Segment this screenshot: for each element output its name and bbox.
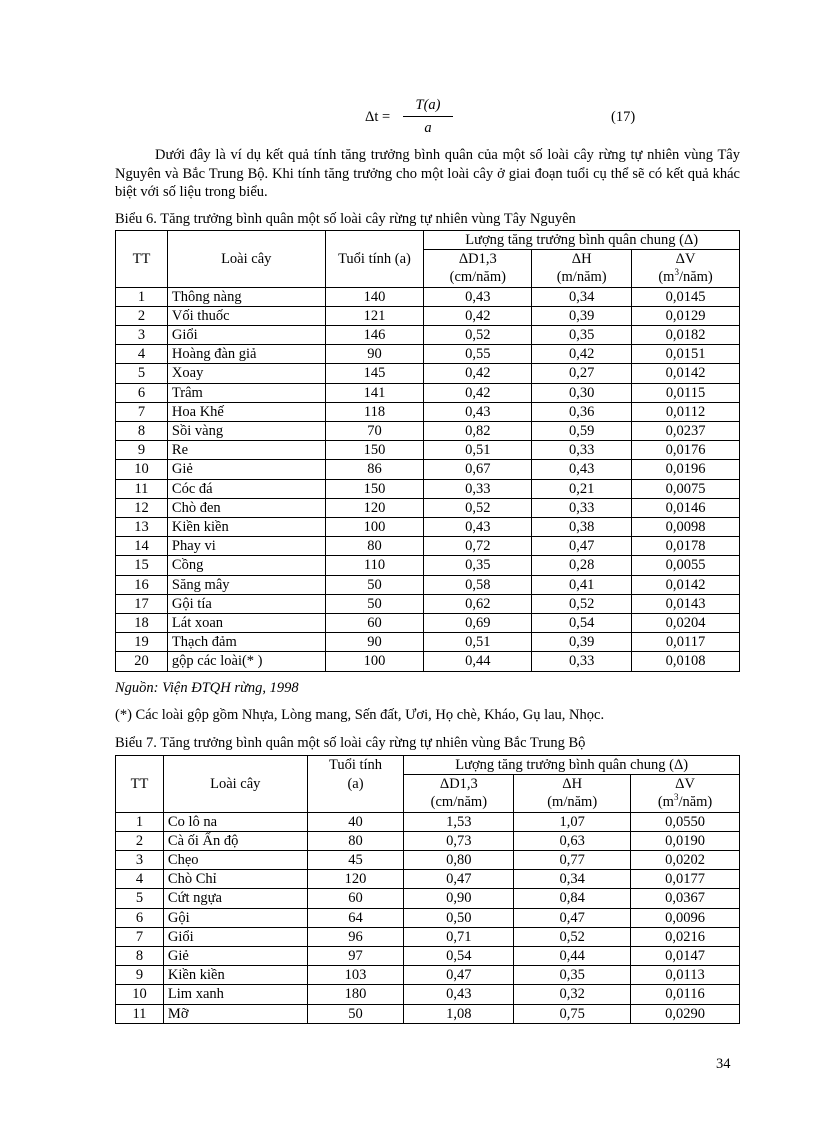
cell-delta-h: 0,52 [514, 927, 631, 946]
cell-delta-h: 0,39 [532, 633, 632, 652]
cell-species: Giổi [167, 326, 325, 345]
cell-species: Xoay [167, 364, 325, 383]
cell-delta-d13: 0,55 [424, 345, 532, 364]
cell-delta-h: 0,36 [532, 402, 632, 421]
cell-species: Hoàng đàn giả [167, 345, 325, 364]
cell-species: Gội [163, 908, 307, 927]
equation-fraction [403, 96, 453, 137]
cell-tt: 9 [116, 441, 168, 460]
cell-delta-h: 0,33 [532, 441, 632, 460]
table6-header-v: ΔV [632, 250, 740, 269]
table-row [116, 402, 740, 421]
cell-age: 50 [325, 575, 424, 594]
cell-species: Cồng [167, 556, 325, 575]
cell-delta-d13: 0,71 [404, 927, 514, 946]
cell-species: Lát xoan [167, 614, 325, 633]
table6-header-v-unit [632, 268, 740, 287]
cell-species: Cứt ngựa [163, 889, 307, 908]
cell-delta-d13: 0,47 [404, 966, 514, 985]
cell-species: Kiền kiền [163, 966, 307, 985]
cell-age: 120 [307, 870, 404, 889]
cell-age: 45 [307, 851, 404, 870]
cell-delta-d13: 0,43 [424, 518, 532, 537]
equation-number: (17) [611, 109, 636, 125]
cell-delta-v: 0,0151 [632, 345, 740, 364]
cell-delta-h: 0,38 [532, 518, 632, 537]
cell-delta-h: 0,75 [514, 1004, 631, 1023]
page-number: 34 [716, 1056, 731, 1072]
table7-body [116, 812, 740, 1023]
cell-tt: 8 [116, 947, 164, 966]
cell-delta-h: 0,52 [532, 594, 632, 613]
cell-delta-v: 0,0196 [632, 460, 740, 479]
cell-species: Cóc đá [167, 479, 325, 498]
cell-delta-d13: 0,43 [404, 985, 514, 1004]
cell-delta-h: 0,47 [532, 537, 632, 556]
table6-body [116, 287, 740, 671]
cell-species: Re [167, 441, 325, 460]
cell-tt: 11 [116, 479, 168, 498]
table6 [115, 230, 740, 672]
table-row [116, 614, 740, 633]
cell-delta-v: 0,0117 [632, 633, 740, 652]
table-row [116, 812, 740, 831]
cell-delta-v: 0,0113 [631, 966, 740, 985]
cell-delta-d13: 0,52 [424, 498, 532, 517]
cell-age: 86 [325, 460, 424, 479]
cell-delta-h: 0,54 [532, 614, 632, 633]
cell-delta-h: 0,59 [532, 422, 632, 441]
table-row [116, 633, 740, 652]
cell-age: 60 [307, 889, 404, 908]
table7-header-age-line2: (a) [307, 775, 404, 812]
table-row [116, 594, 740, 613]
cell-delta-h: 0,41 [532, 575, 632, 594]
cell-delta-d13: 0,58 [424, 575, 532, 594]
cell-delta-d13: 0,50 [404, 908, 514, 927]
cell-delta-h: 0,39 [532, 306, 632, 325]
cell-age: 120 [325, 498, 424, 517]
cell-delta-d13: 0,72 [424, 537, 532, 556]
cell-tt: 8 [116, 422, 168, 441]
cell-age: 80 [307, 831, 404, 850]
table7-caption: Biểu 7. Tăng trưởng bình quân một số loài cây rừng tự nhiên vùng Bắc Trung Bộ [115, 735, 586, 751]
cell-delta-v: 0,0176 [632, 441, 740, 460]
table6-header-h: ΔH [532, 250, 632, 269]
cell-tt: 13 [116, 518, 168, 537]
cell-delta-v: 0,0129 [632, 306, 740, 325]
table6-header-tt: TT [116, 231, 168, 288]
cell-delta-d13: 0,43 [424, 402, 532, 421]
cell-delta-h: 0,63 [514, 831, 631, 850]
table-row [116, 441, 740, 460]
cell-delta-d13: 0,35 [424, 556, 532, 575]
cell-species: Trâm [167, 383, 325, 402]
cell-tt: 3 [116, 851, 164, 870]
cell-tt: 2 [116, 831, 164, 850]
cell-tt: 12 [116, 498, 168, 517]
cell-age: 100 [325, 518, 424, 537]
cell-delta-v: 0,0216 [631, 927, 740, 946]
cell-species: Sồi vàng [167, 422, 325, 441]
equation-lhs: Δt = [365, 109, 391, 125]
cell-delta-d13: 0,42 [424, 364, 532, 383]
cell-species: Thạch đảm [167, 633, 325, 652]
cell-delta-d13: 0,67 [424, 460, 532, 479]
cell-species: Vối thuốc [167, 306, 325, 325]
cell-age: 40 [307, 812, 404, 831]
cell-tt: 7 [116, 927, 164, 946]
table-row [116, 947, 740, 966]
v-unit-pre: (m [657, 794, 674, 811]
cell-delta-h: 0,42 [532, 345, 632, 364]
cell-tt: 6 [116, 908, 164, 927]
table-row [116, 287, 740, 306]
cell-delta-h: 0,47 [514, 908, 631, 927]
cell-species: Thông nàng [167, 287, 325, 306]
table7-header-v: ΔV [631, 775, 740, 794]
cell-delta-v: 0,0367 [631, 889, 740, 908]
cell-tt: 14 [116, 537, 168, 556]
cell-delta-h: 0,34 [514, 870, 631, 889]
cell-species: Kiền kiền [167, 518, 325, 537]
cell-delta-d13: 0,47 [404, 870, 514, 889]
cell-species: Giẻ [167, 460, 325, 479]
cell-delta-v: 0,0115 [632, 383, 740, 402]
cell-delta-v: 0,0145 [632, 287, 740, 306]
cell-age: 97 [307, 947, 404, 966]
table7-header-group: Lượng tăng trưởng bình quân chung (Δ) [404, 756, 740, 775]
cell-delta-h: 0,35 [514, 966, 631, 985]
cell-tt: 3 [116, 326, 168, 345]
cell-tt: 11 [116, 1004, 164, 1023]
v-unit-sup: 3 [674, 267, 679, 278]
cell-delta-d13: 0,44 [424, 652, 532, 671]
cell-delta-h: 0,33 [532, 652, 632, 671]
cell-species: Chò Chỉ [163, 870, 307, 889]
table-row [116, 479, 740, 498]
cell-delta-d13: 0,90 [404, 889, 514, 908]
cell-delta-h: 0,28 [532, 556, 632, 575]
table6-caption: Biểu 6. Tăng trưởng bình quân một số loài cây rừng tự nhiên vùng Tây Nguyên [115, 211, 576, 227]
table-row [116, 537, 740, 556]
cell-delta-d13: 0,43 [424, 287, 532, 306]
table-row [116, 966, 740, 985]
v-unit-pre: (m [658, 269, 675, 286]
table6-header-h-unit: (m/năm) [532, 268, 632, 287]
equation-numerator: T(a) [415, 97, 441, 113]
cell-tt: 9 [116, 966, 164, 985]
cell-delta-d13: 0,73 [404, 831, 514, 850]
table-row [116, 1004, 740, 1023]
cell-species: Lim xanh [163, 985, 307, 1004]
cell-age: 103 [307, 966, 404, 985]
cell-tt: 10 [116, 985, 164, 1004]
cell-delta-v: 0,0146 [632, 498, 740, 517]
table7-header-species: Loài cây [163, 756, 307, 813]
table7-header-h-unit: (m/năm) [514, 793, 631, 812]
cell-species: Săng mây [167, 575, 325, 594]
cell-delta-h: 0,35 [532, 326, 632, 345]
table7-header-age-line1: Tuổi tính [307, 756, 404, 775]
cell-tt: 5 [116, 364, 168, 383]
cell-species: Mỡ [163, 1004, 307, 1023]
table7-header-h: ΔH [514, 775, 631, 794]
cell-age: 50 [325, 594, 424, 613]
cell-tt: 1 [116, 812, 164, 831]
table6-header-d13-unit: (cm/năm) [424, 268, 532, 287]
table-row [116, 870, 740, 889]
cell-delta-h: 0,43 [532, 460, 632, 479]
equation-17 [365, 96, 665, 142]
cell-delta-v: 0,0177 [631, 870, 740, 889]
cell-tt: 10 [116, 460, 168, 479]
cell-delta-d13: 0,51 [424, 633, 532, 652]
cell-age: 145 [325, 364, 424, 383]
cell-delta-v: 0,0142 [632, 364, 740, 383]
cell-delta-v: 0,0055 [632, 556, 740, 575]
cell-age: 150 [325, 441, 424, 460]
table-row [116, 575, 740, 594]
cell-age: 80 [325, 537, 424, 556]
cell-age: 96 [307, 927, 404, 946]
cell-tt: 15 [116, 556, 168, 575]
cell-age: 110 [325, 556, 424, 575]
cell-species: Chò đen [167, 498, 325, 517]
table-row [116, 652, 740, 671]
table6-header-d13: ΔD1,3 [424, 250, 532, 269]
cell-tt: 19 [116, 633, 168, 652]
cell-species: Co lô na [163, 812, 307, 831]
cell-delta-v: 0,0147 [631, 947, 740, 966]
cell-delta-d13: 0,80 [404, 851, 514, 870]
table-row [116, 831, 740, 850]
cell-delta-v: 0,0178 [632, 537, 740, 556]
table-row [116, 927, 740, 946]
cell-tt: 7 [116, 402, 168, 421]
cell-age: 140 [325, 287, 424, 306]
table7-header-v-unit [631, 793, 740, 812]
cell-tt: 18 [116, 614, 168, 633]
cell-delta-v: 0,0142 [632, 575, 740, 594]
cell-species: gộp các loài(* ) [167, 652, 325, 671]
table6-source: Nguồn: Viện ĐTQH rừng, 1998 [115, 680, 299, 696]
cell-delta-v: 0,0143 [632, 594, 740, 613]
table-row [116, 383, 740, 402]
cell-delta-h: 0,84 [514, 889, 631, 908]
cell-delta-v: 0,0290 [631, 1004, 740, 1023]
cell-species: Hoa Khế [167, 402, 325, 421]
cell-species: Giổi [163, 927, 307, 946]
cell-tt: 5 [116, 889, 164, 908]
cell-delta-h: 0,27 [532, 364, 632, 383]
cell-tt: 6 [116, 383, 168, 402]
cell-delta-v: 0,0202 [631, 851, 740, 870]
cell-delta-h: 0,34 [532, 287, 632, 306]
cell-tt: 2 [116, 306, 168, 325]
cell-delta-d13: 0,69 [424, 614, 532, 633]
cell-tt: 4 [116, 870, 164, 889]
cell-delta-d13: 1,08 [404, 1004, 514, 1023]
cell-age: 118 [325, 402, 424, 421]
cell-age: 141 [325, 383, 424, 402]
cell-age: 64 [307, 908, 404, 927]
table-row [116, 851, 740, 870]
table7-header-d13-unit: (cm/năm) [404, 793, 514, 812]
table-row [116, 556, 740, 575]
cell-tt: 17 [116, 594, 168, 613]
cell-species: Giẻ [163, 947, 307, 966]
cell-delta-d13: 0,33 [424, 479, 532, 498]
cell-species: Phay vi [167, 537, 325, 556]
table-row [116, 422, 740, 441]
intro-paragraph-text: Dưới đây là ví dụ kết quả tính tăng trưởng bình quân của một số loài cây rừng tự nhiên vùng Tây Nguyên và Bắc Trung Bộ. Khi tính tăng trưởng cho một loài cây ở giai đoạn tuổi cụ thể sẽ có kết quả khác biệt với số liệu trong biểu. [115, 147, 740, 200]
intro-paragraph [115, 146, 740, 202]
table-row [116, 364, 740, 383]
cell-tt: 16 [116, 575, 168, 594]
cell-delta-d13: 0,54 [404, 947, 514, 966]
table6-note: (*) Các loài gộp gồm Nhựa, Lòng mang, Sến đất, Ươi, Họ chè, Kháo, Gụ lau, Nhọc. [115, 707, 605, 723]
cell-delta-d13: 0,51 [424, 441, 532, 460]
cell-species: Cà ối Ấn độ [163, 831, 307, 850]
cell-tt: 1 [116, 287, 168, 306]
table6-header-age: Tuổi tính (a) [325, 231, 424, 288]
table7-header-tt: TT [116, 756, 164, 813]
table7 [115, 755, 740, 1024]
cell-delta-v: 0,0550 [631, 812, 740, 831]
cell-delta-d13: 0,82 [424, 422, 532, 441]
cell-age: 146 [325, 326, 424, 345]
v-unit-post: /năm) [678, 794, 713, 811]
table-row [116, 306, 740, 325]
cell-delta-v: 0,0112 [632, 402, 740, 421]
cell-delta-v: 0,0096 [631, 908, 740, 927]
table7-header-d13: ΔD1,3 [404, 775, 514, 794]
cell-delta-v: 0,0116 [631, 985, 740, 1004]
cell-delta-h: 0,44 [514, 947, 631, 966]
cell-age: 90 [325, 633, 424, 652]
table-row [116, 460, 740, 479]
cell-delta-v: 0,0108 [632, 652, 740, 671]
table-row [116, 908, 740, 927]
equation-denominator: a [424, 120, 432, 136]
table-row [116, 889, 740, 908]
cell-age: 121 [325, 306, 424, 325]
cell-delta-v: 0,0075 [632, 479, 740, 498]
cell-delta-d13: 0,42 [424, 306, 532, 325]
cell-age: 150 [325, 479, 424, 498]
cell-age: 180 [307, 985, 404, 1004]
cell-age: 90 [325, 345, 424, 364]
cell-species: Chẹo [163, 851, 307, 870]
cell-delta-d13: 0,42 [424, 383, 532, 402]
cell-delta-v: 0,0204 [632, 614, 740, 633]
cell-delta-v: 0,0098 [632, 518, 740, 537]
cell-delta-h: 1,07 [514, 812, 631, 831]
cell-delta-v: 0,0182 [632, 326, 740, 345]
cell-age: 50 [307, 1004, 404, 1023]
table-row [116, 498, 740, 517]
table-row [116, 345, 740, 364]
table6-header-species: Loài cây [167, 231, 325, 288]
cell-age: 100 [325, 652, 424, 671]
cell-delta-h: 0,30 [532, 383, 632, 402]
cell-tt: 20 [116, 652, 168, 671]
cell-delta-h: 0,21 [532, 479, 632, 498]
table-row [116, 985, 740, 1004]
cell-species: Gội tía [167, 594, 325, 613]
cell-delta-d13: 0,62 [424, 594, 532, 613]
v-unit-sup: 3 [673, 792, 679, 803]
cell-delta-d13: 1,53 [404, 812, 514, 831]
v-unit-post: /năm) [678, 269, 713, 286]
cell-delta-h: 0,32 [514, 985, 631, 1004]
cell-tt: 4 [116, 345, 168, 364]
table-row [116, 518, 740, 537]
cell-delta-v: 0,0190 [631, 831, 740, 850]
cell-delta-v: 0,0237 [632, 422, 740, 441]
cell-age: 60 [325, 614, 424, 633]
cell-delta-h: 0,33 [532, 498, 632, 517]
cell-delta-d13: 0,52 [424, 326, 532, 345]
table6-header-group: Lượng tăng trưởng bình quân chung (Δ) [424, 231, 740, 250]
fraction-bar [403, 116, 453, 117]
cell-age: 70 [325, 422, 424, 441]
table-row [116, 326, 740, 345]
cell-delta-h: 0,77 [514, 851, 631, 870]
